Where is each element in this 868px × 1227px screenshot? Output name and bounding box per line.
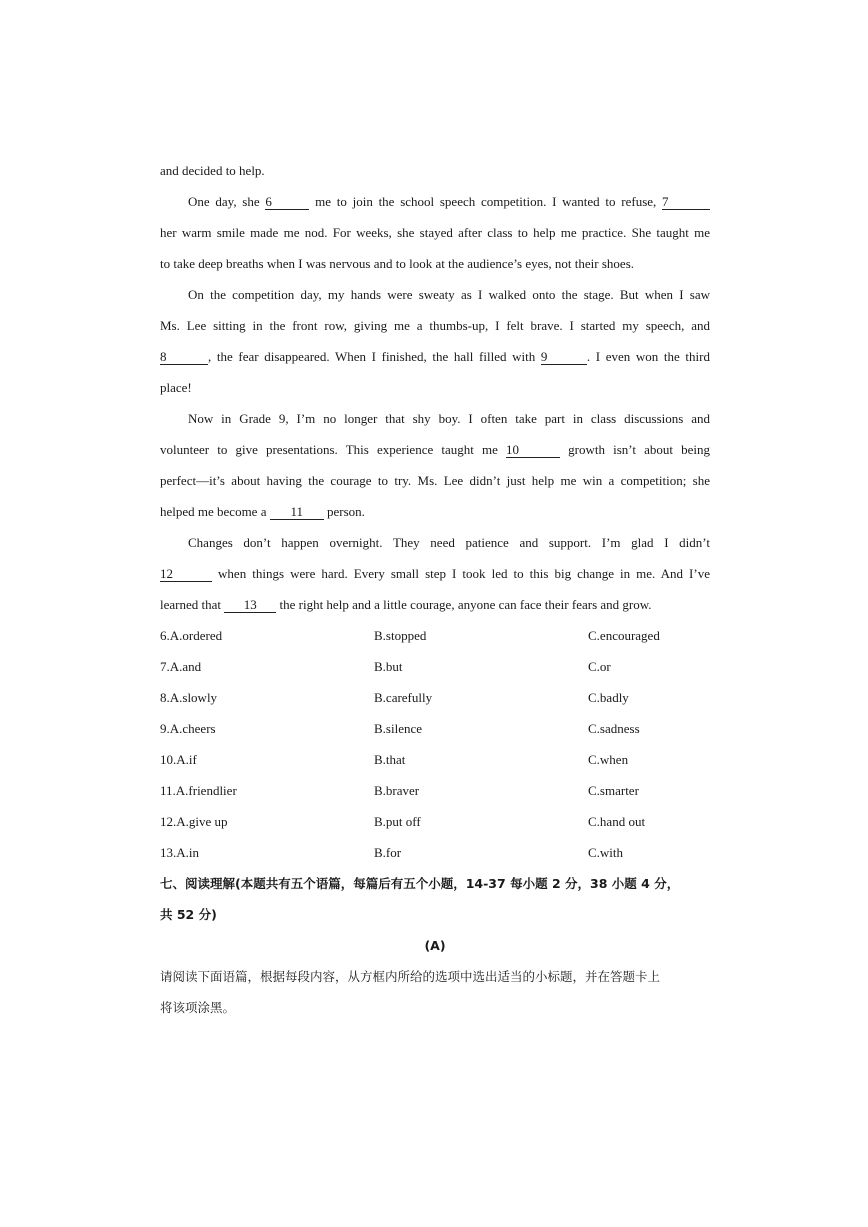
passage-line — [160, 589, 710, 620]
option-b: B.silence — [374, 721, 423, 736]
option-c: C.badly — [588, 690, 629, 705]
passage-line: place! — [160, 380, 192, 395]
blank-12: 12 — [160, 567, 212, 582]
option-b: B.braver — [374, 783, 420, 798]
passage-text: One day, she — [188, 194, 260, 209]
option-a: 12.A.give up — [160, 814, 228, 829]
passage-text: the right help and a little courage, anyone can face their fears and grow. — [279, 597, 652, 612]
passage-line — [160, 558, 710, 589]
option-row — [160, 837, 710, 868]
option-row — [160, 651, 710, 682]
passage-line: Changes don’t happen overnight. They need patience and support. I’m glad I didn’t — [188, 535, 710, 550]
blank-11: 11 — [270, 505, 324, 520]
passage-text: . I even won the third — [586, 349, 710, 364]
passage-text: growth isn’t about being — [568, 442, 711, 457]
passage-line — [160, 434, 710, 465]
option-row — [160, 682, 710, 713]
option-row — [160, 744, 710, 775]
passage-line — [160, 186, 710, 217]
option-a: 13.A.in — [160, 845, 199, 860]
passage-line: On the competition day, my hands were sweaty as I walked onto the stage. But when I saw — [188, 287, 710, 302]
section-title-text: 小题 — [611, 876, 637, 891]
option-b: B.but — [374, 659, 403, 674]
passage-line: her warm smile made me nod. For weeks, she stayed after class to help me practice. She taught me — [160, 225, 710, 240]
section-title-text: 分， — [565, 876, 591, 891]
option-b: B.put off — [374, 814, 421, 829]
passage-line — [160, 341, 710, 372]
passage-line: to take deep breaths when I was nervous and to look at the audience’s eyes, not their shoes. — [160, 256, 634, 271]
section-title-text: 七、阅读理解(本题共有五个语篇，每篇后有五个小题， — [160, 876, 466, 891]
passage-line: Now in Grade 9, I’m no longer that shy boy. I often take part in class discussions and — [188, 411, 710, 426]
option-a: 7.A.and — [160, 659, 202, 674]
option-a: 6.A.ordered — [160, 628, 223, 643]
option-b: B.that — [374, 752, 406, 767]
passage-line: perfect—it’s about having the courage to try. Ms. Lee didn’t just help me win a competition; she — [160, 473, 710, 488]
blank-6: 6 — [265, 195, 309, 210]
option-c: C.smarter — [588, 783, 639, 798]
option-c: C.sadness — [588, 721, 640, 736]
option-row — [160, 620, 710, 651]
section-title-text: 分， — [654, 876, 680, 891]
option-b: B.stopped — [374, 628, 427, 643]
passage-text: when things were hard. Every small step I took led to this big change in me. And I’ve — [218, 566, 710, 581]
passage-text: person. — [326, 504, 365, 519]
option-c: C.with — [588, 845, 624, 860]
blank-13: 13 — [224, 598, 276, 613]
exam-page — [160, 155, 710, 1023]
section-title-text: 38 — [590, 876, 608, 891]
option-row — [160, 713, 710, 744]
passage-line — [160, 496, 710, 527]
option-a: 10.A.if — [160, 752, 197, 767]
option-c: C.or — [588, 659, 611, 674]
section-title-text: 每小题 — [510, 876, 548, 891]
option-a: 8.A.slowly — [160, 690, 218, 705]
option-a: 9.A.cheers — [160, 721, 216, 736]
option-a: 11.A.friendlier — [160, 783, 237, 798]
blank-9: 9 — [541, 350, 587, 365]
passage-text: helped me become a — [160, 504, 267, 519]
blank-7: 7 — [662, 195, 710, 210]
part-heading: (A) — [424, 938, 446, 953]
section-title-text: 4 — [641, 876, 650, 891]
option-row — [160, 806, 710, 837]
blank-10: 10 — [506, 443, 560, 458]
instruction-line: 请阅读下面语篇，根据每段内容，从方框内所给的选项中选出适当的小标题，并在答题卡上 — [160, 969, 661, 984]
blank-8: 8 — [160, 350, 208, 365]
option-b: B.for — [374, 845, 402, 860]
passage-line: Ms. Lee sitting in the front row, giving me a thumbs-up, I felt brave. I started my speech, and — [160, 318, 710, 333]
passage-line: and decided to help. — [160, 163, 265, 178]
option-c: C.hand out — [588, 814, 646, 829]
option-row — [160, 775, 710, 806]
passage-text: , the fear disappeared. When I finished, the hall filled with — [208, 349, 536, 364]
section-title-text: 2 — [551, 876, 561, 891]
section-title-text: 14-37 — [465, 876, 506, 891]
option-c: C.when — [588, 752, 629, 767]
passage-text: volunteer to give presentations. This experience taught me — [160, 442, 498, 457]
option-b: B.carefully — [374, 690, 433, 705]
option-c: C.encouraged — [588, 628, 660, 643]
passage-text: learned that — [160, 597, 221, 612]
section-title — [160, 868, 710, 899]
section-title-line2: 共 52 分) — [160, 907, 217, 922]
instruction-line: 将该项涂黑。 — [160, 1000, 236, 1015]
passage-text: me to join the school speech competition. I wanted to refuse, — [315, 194, 657, 209]
